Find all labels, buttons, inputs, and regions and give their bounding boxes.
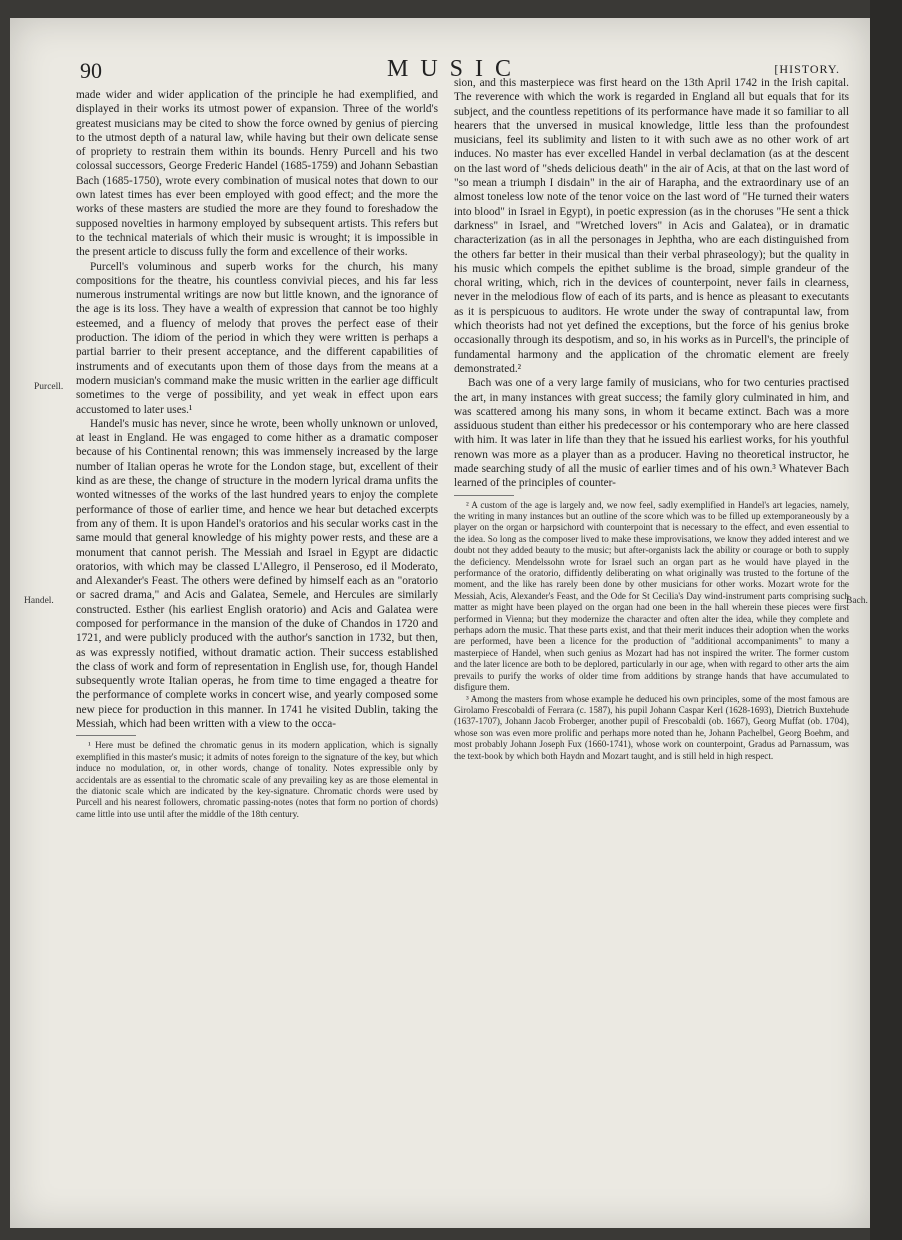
paragraph-handel: Handel's music has never, since he wrote, been wholly unknown or unloved, at least in England. He was engaged to come hither as a dramatic composer because of his Continental renown; this was immensely increased by the large number of Italian operas he wrote for the London stage, but, excellent of their kind as are these, the change of structure in the modern lyrical drama unfits the wonted witnesses of the works of the last hundred years to enjoy the complete performance of those of earlier time, and hence we hear but detached excerpts from any of them. It is upon Handel's oratorios and his secular works cast in the same mould that general knowledge of his mighty power rests, and these are a monument that cannot perish. The Messiah and Israel in Egypt are didactic oratorios, with which may be classed L'Allegro, il Penseroso, ed il Moderato, and Alexander's Feast. The others were defined by himself each as an "oratorio or sacred drama," and Acis and Galatea, Semele, and Hercules are similarly constructed. Esther (his earliest English oratorio) and Acis and Galatea were composed for performance in the mansion of the duke of Chandos in 1720 and 1721, and were publicly produced with the author's sanction in 1732, but then, as was expressly notified, without dramatic action. Their success established the class of work and form of representation in English use, for, though Handel subsequently wrote Italian operas, he from time to time engaged a theatre for the performance of complete works in concert wise, and yearly composed some new piece for production in this manner. In 1741 he visited Dublin, taking the Messiah, which had been written with a view to the occa-	[76, 417, 438, 731]
margin-note-purcell: Purcell.	[34, 382, 64, 392]
footnote-text: ¹ Here must be defined the chromatic genus in its modern application, which is signally exemplified in this master's music; it admits of notes foreign to the signature of the key, but which induce no modulation, or, in other words, change of tonality. Notes expressible only by accidentals are as essential to the chromatic scale of any prevailing key as are those elemental in the diatonic scale which are indicated by the key-signature. Chromatic chords were used by Purcell and his nearest followers, chromatic passing-notes (notes that form no portion of chords) came little into use until after the middle of the 18th century.	[76, 740, 438, 819]
footnote-rule	[76, 735, 136, 736]
page-number: 90	[80, 58, 102, 83]
footnote-1	[76, 740, 438, 820]
paragraph: made wider and wider application of the principle he had exemplified, and displayed in their works its utmost power of expansion. Three of the world's greatest musicians may be cited to show the force owned by genius of piercing to the utmost depth of a natural law, while having but their own delicate sense of propriety to restrain them within its bounds. Henry Purcell and his two colossal successors, George Frederic Handel (1685-1759) and Johann Sebastian Bach (1685-1750), wrote every combination of musical notes that down to our own latest times has ever been employed with good effect; and the more the works of these masters are studied the more are they found to foreshadow the supposed novelties in harmony employed by subsequent artists. This refers but to the technical materials of which their music is wrought; it is impossible in the present article to discuss fully the form and excellence of their works.	[76, 89, 438, 259]
section-label: [HISTORY.	[774, 62, 840, 76]
footnote-3: ³ Among the masters from whose example he deduced his own principles, some of the most famous are Girolamo Frescobaldi of Ferrara (c. 1587), his pupil Johann Caspar Kerl (1628-1693), Dietrich Buxtehude (1637-1707), Johann Jacob Froberger, another pupil of Frescobaldi (ob. 1667), Georg Muffat (ob. 1704), whose son was even more prolific and perhaps more noted than he, Johann Pachelbel, Georg Boehm, and most probably Johann Joseph Fux (1660-1741), whose work on counterpoint, Gradus ad Parnassum, was the text-book by which both Haydn and Mozart taught, and is still held in high respect.	[454, 693, 849, 761]
background-edge	[870, 0, 902, 1240]
footnote-2: ² A custom of the age is largely and, we now feel, sadly exemplified in Handel's art legacies, namely, the writing in many instances but an outline of the score which was to be filled up extemporaneously by a player on the organ or harpsichord with counterpoint that is necessary to the effect, and even essential to the idea. So long as the composer lived to make these improvisations, we know they added interest and we doubt not they added beauty to the music; but after-organists lack the ability or courage or both to supply the deficiency. Mendelssohn wrote for Israel such an organ part as he would have played in the performance of the oratorio, diffidently deliberating on what originally was trusted to the fortune of the moment, and the like has rarely been done by other musicians for other works. Mozart wrote for the Messiah, Acis, Alexander's Feast, and the Ode for St Cecilia's Day wind-instrument parts comprising such matter as might have been played on the organ had one been in the hall wherein these pieces were first performed in Vienna; but they modernize the character and often alter the idea, while they complete and perhaps adorn the music. That these parts exist, and that their merit induces their adoption when the works are performed, have been a licence for the production of "additional accompaniments" to many a masterpiece of Handel, when such genius as Mozart had has not inspired the writer. The former custom and the later licence are both to be deplored, particularly in our age, when with regard to other arts the aim prevails to purify the works of older time from additions by strange hands that have accumulated to disfigure them.	[454, 499, 849, 693]
margin-note-handel: Handel.	[24, 596, 54, 606]
left-column	[76, 88, 438, 820]
paragraph: sion, and this masterpiece was first heard on the 13th April 1742 in the Irish capital. The reverence with which the work is regarded in England all but equals that for its subject, and the countless repetitions of its performance have made it so familiar to all hearers that the unversed in musical knowledge, little less than the profoundest musicians, feel its sublimity and listen to it with such awe as no other work of art induces. No master has ever excelled Handel in verbal declamation (as at the descent on the last word of "sheds delicious death" in the air of Acis, at that on the last word of "so mean a triumph I disdain" in the air of Harapha, and the extraordinary use of an almost toneless low note of the tenor voice on the last word of "He turned their waters into blood" in Israel in Egypt), in poetic expression (as in the choruses "He sent a thick darkness" in Israel, and "Wretched lovers" in Acis and Galatea), or in dramatic characterization (as in all the personages in Jephtha, who are each distinguished from the others far better in their musical than their verbal phraseology); but the quality in his music which compels the epithet sublime is the broad, simple grandeur of the choral writing, which, rich in the devices of counterpoint, never fails in clearness, never in the melodious flow of each of its parts, and is hence as pleasant to executants as it is perspicuous to auditors. He wrote under the sway of contrapuntal law, from which theorists had not yet defined the exceptions, but the force of his genius broke occasionally through its despotism, and so, in his works as in Purcell's, the principle of fundamental harmony and the application of the chromatic element are freely demonstrated.²	[454, 77, 849, 375]
paragraph-purcell: Purcell's voluminous and superb works for the church, his many compositions for the theatre, his countless convivial pieces, and his far less numerous instrumental writings are now but little known, and the ignorance of the age is its loss. They have a wealth of expression that cannot be too highly esteemed, and a fluency of melody that proves the perfect ease of their production. The idiom of the period in which they were written is perhaps a partial barrier to their present acceptance, and the different capabilities of instruments and of executants upon them of those days from the means at a modern musician's command make the music written in the earlier age difficult sometimes to the verge of possibility, and yet weak in effect upon ears accustomed to later uses.¹	[76, 260, 438, 416]
paragraph-bach: Bach was one of a very large family of musicians, who for two centuries practised the art, in many instances with great success; the family glory culminated in him, and was scattered among his many sons, in whom it became extinct. Bach was a more assiduous student than either his predecessor or his contemporary who are here classed with him. It was later in life than they that he issued his earliest works, for his youthful renown was more as a player than as a producer. Having no theoretical instructor, he made searching study of all the music of earlier times and of his own.³ Whatever Bach learned of the principles of counter-	[454, 377, 849, 490]
book-page	[10, 18, 870, 1228]
running-title: MUSIC	[386, 56, 524, 82]
margin-note-bach: Bach.	[846, 596, 868, 606]
right-column	[454, 76, 849, 762]
footnotes-right	[454, 500, 849, 762]
footnote-rule	[454, 495, 514, 496]
